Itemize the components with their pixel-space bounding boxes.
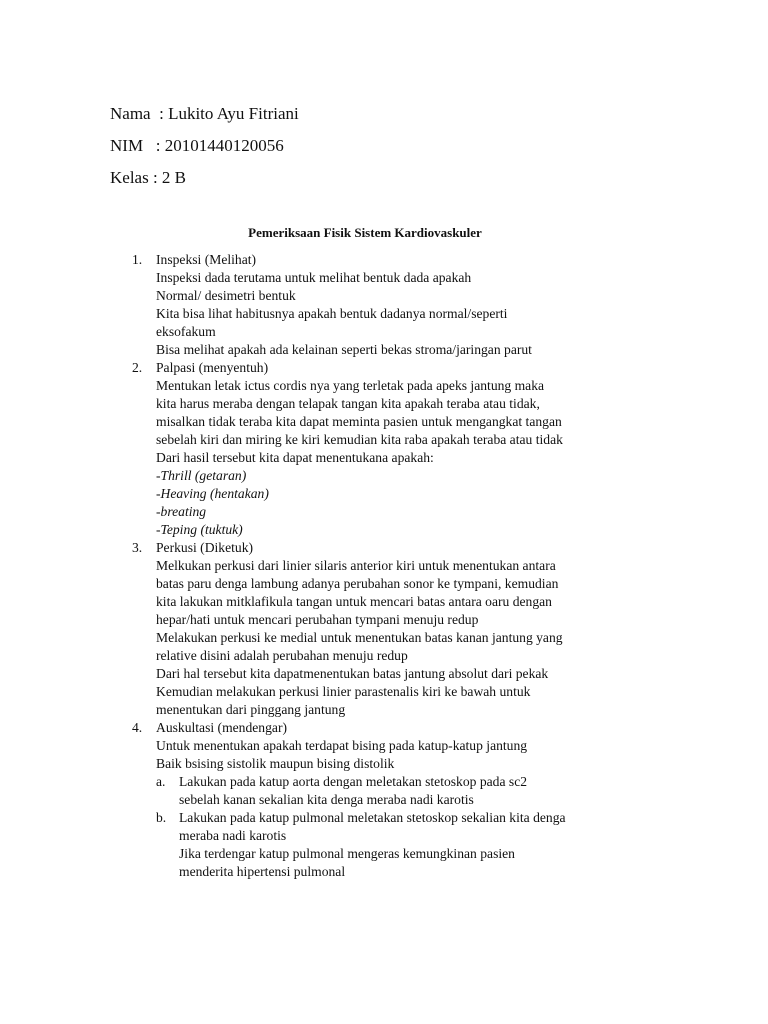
finding-item: -breating (156, 504, 207, 519)
paragraph-line: Baik bsising sistolik maupun bising distolik (156, 756, 395, 771)
section-heading: Perkusi (Diketuk) (156, 540, 254, 555)
section-heading: Inspeksi (Melihat) (156, 252, 257, 267)
sublist-letter: b. (156, 810, 167, 825)
paragraph-line: sebelah kiri dan miring ke kiri kemudian kita raba apakah teraba atau tidak (156, 432, 563, 447)
sublist-letter: a. (156, 774, 166, 789)
finding-item: -Teping (tuktuk) (156, 522, 243, 537)
section-heading: Palpasi (menyentuh) (156, 360, 269, 375)
paragraph-line: Dari hal tersebut kita dapatmenentukan batas jantung absolut dari pekak (156, 666, 549, 681)
paragraph-line: batas paru denga lambung adanya perubahan sonor ke tympani, kemudian (156, 576, 559, 591)
student-name: Nama : Lukito Ayu Fitriani (110, 104, 299, 123)
document-title: Pemeriksaan Fisik Sistem Kardiovaskuler (248, 225, 482, 240)
paragraph-line: relative disini adalah perubahan menuju redup (156, 648, 408, 663)
paragraph-line: menentukan dari pinggang jantung (156, 702, 346, 717)
paragraph-line: Untuk menentukan apakah terdapat bising pada katup-katup jantung (156, 738, 528, 753)
list-number: 2. (132, 360, 143, 375)
section-heading: Auskultasi (mendengar) (156, 720, 287, 735)
paragraph-line: Bisa melihat apakah ada kelainan seperti bekas stroma/jaringan parut (156, 342, 532, 357)
student-class: Kelas : 2 B (110, 168, 187, 187)
paragraph-line: Dari hasil tersebut kita dapat menentukana apakah: (156, 450, 434, 465)
paragraph-line: Inspeksi dada terutama untuk melihat bentuk dada apakah (156, 270, 472, 285)
paragraph-line: kita lakukan mitklafikula tangan untuk mencari batas antara oaru dengan (156, 594, 552, 609)
paragraph-line: Mentukan letak ictus cordis nya yang terletak pada apeks jantung maka (156, 378, 545, 393)
list-number: 1. (132, 252, 143, 267)
paragraph-line: hepar/hati untuk mencari perubahan tympani menuju redup (156, 612, 479, 627)
finding-item: -Thrill (getaran) (156, 468, 247, 483)
paragraph-line: meraba nadi karotis (179, 828, 287, 843)
paragraph-line: Kemudian melakukan perkusi linier parastenalis kiri ke bawah untuk (156, 684, 531, 699)
paragraph-line: Melkukan perkusi dari linier silaris anterior kiri untuk menentukan antara (156, 558, 556, 573)
finding-item: -Heaving (hentakan) (156, 486, 269, 501)
paragraph-line: Normal/ desimetri bentuk (156, 288, 296, 303)
student-nim: NIM : 20101440120056 (110, 136, 284, 155)
paragraph-line: sebelah kanan sekalian kita denga meraba nadi karotis (179, 792, 474, 807)
paragraph-line: Melakukan perkusi ke medial untuk menentukan batas kanan jantung yang (156, 630, 563, 645)
list-number: 4. (132, 720, 143, 735)
paragraph-line: Jika terdengar katup pulmonal mengeras kemungkinan pasien (179, 846, 515, 861)
paragraph-line: menderita hipertensi pulmonal (179, 864, 346, 879)
paragraph-line: Kita bisa lihat habitusnya apakah bentuk dadanya normal/seperti (156, 306, 508, 321)
paragraph-line: Lakukan pada katup pulmonal meletakan stetoskop sekalian kita denga (179, 810, 566, 825)
paragraph-line: kita harus meraba dengan telapak tangan kita apakah teraba atau tidak, (156, 396, 540, 411)
paragraph-line: misalkan tidak teraba kita dapat meminta pasien untuk mengangkat tangan (156, 414, 562, 429)
paragraph-line: Lakukan pada katup aorta dengan meletakan stetoskop pada sc2 (179, 774, 528, 789)
paragraph-line: eksofakum (156, 324, 216, 339)
list-number: 3. (132, 540, 143, 555)
